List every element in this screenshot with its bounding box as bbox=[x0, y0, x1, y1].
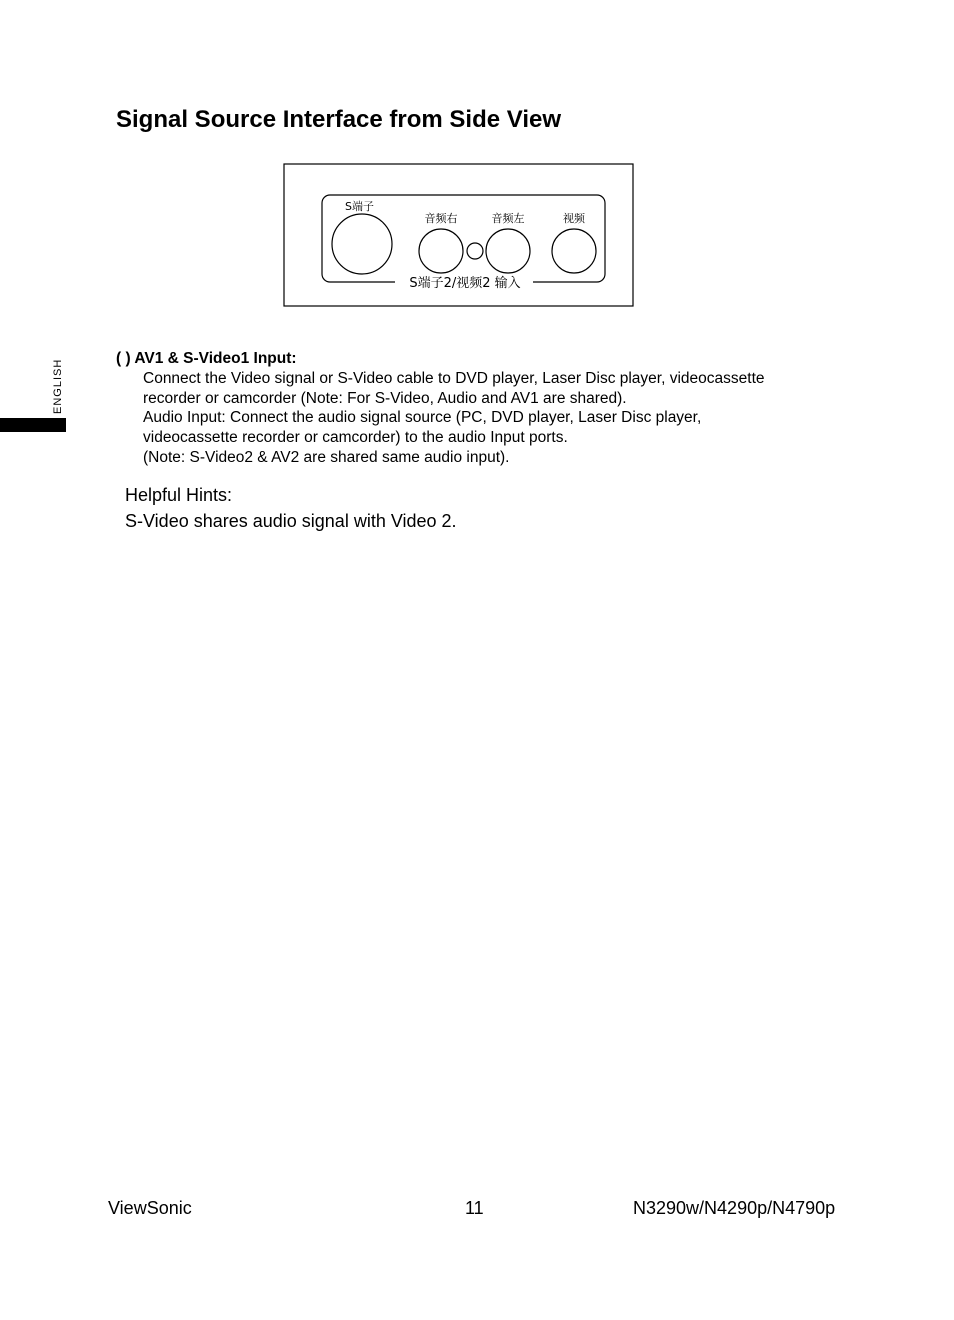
language-tab-bar bbox=[0, 418, 66, 432]
hints-text: S-Video shares audio signal with Video 2. bbox=[125, 511, 457, 531]
page-title: Signal Source Interface from Side View bbox=[116, 106, 562, 133]
hints-heading: Helpful Hints: bbox=[125, 485, 233, 505]
section-line: videocassette recorder or camcorder) to the audio Input ports. bbox=[143, 429, 568, 447]
footer-brand: ViewSonic bbox=[108, 1198, 192, 1218]
section-heading: ( ) AV1 & S-Video1 Input: bbox=[116, 350, 297, 367]
video-jack bbox=[552, 229, 596, 273]
language-tab-label: ENGLISH bbox=[52, 358, 64, 414]
label-video: 视频 bbox=[563, 212, 585, 225]
small-indicator bbox=[467, 243, 483, 259]
side-panel-diagram bbox=[283, 163, 634, 307]
section-line: Audio Input: Connect the audio signal source (PC, DVD player, Laser Disc player, bbox=[143, 409, 702, 427]
footer-model: N3290w/N4290p/N4790p bbox=[633, 1198, 836, 1218]
panel-caption: S端子2/视频2 输入 bbox=[409, 276, 521, 291]
label-audio-right: 音频右 bbox=[424, 212, 458, 225]
s-video-jack bbox=[332, 214, 392, 274]
audio-right-jack bbox=[419, 229, 463, 273]
helpful-hints bbox=[125, 482, 457, 534]
label-audio-left: 音频左 bbox=[491, 212, 525, 225]
section-line: (Note: S-Video2 & AV2 are shared same audio input). bbox=[143, 448, 510, 466]
av1-section bbox=[116, 349, 765, 468]
section-line: Connect the Video signal or S-Video cable to DVD player, Laser Disc player, videocassette bbox=[143, 369, 765, 387]
section-line: recorder or camcorder (Note: For S-Video, Audio and AV1 are shared). bbox=[143, 389, 627, 407]
audio-left-jack bbox=[486, 229, 530, 273]
footer-page-number: 11 bbox=[465, 1198, 484, 1218]
section-body bbox=[143, 369, 765, 468]
label-s-terminal: S端子 bbox=[345, 200, 374, 213]
